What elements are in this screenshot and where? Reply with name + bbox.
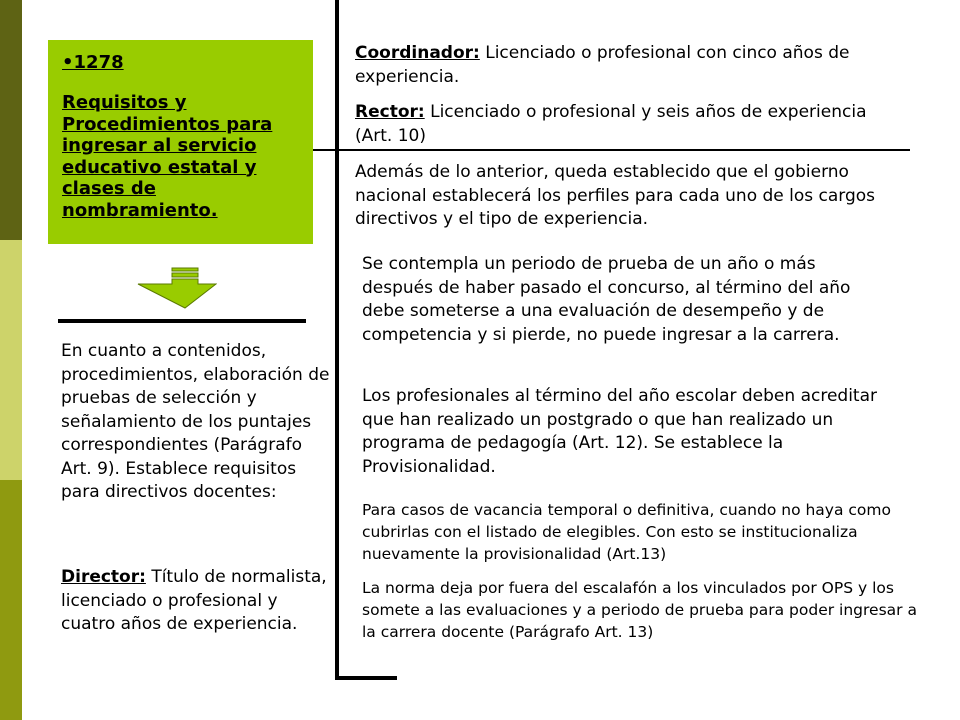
director-label: Director: bbox=[61, 567, 146, 587]
ademas-paragraph: Además de lo anterior, queda establecido que el gobierno nacional establecerá los perfiles para cada uno de los cargos directivos y el tipo de experiencia. bbox=[355, 162, 876, 229]
left-stripe-olive bbox=[0, 480, 22, 720]
left-stripe-light bbox=[0, 240, 22, 480]
rector-paragraph: Rector: Licenciado o profesional y seis años de experiencia (Art. 10) bbox=[355, 102, 867, 146]
law-number: •1278 bbox=[62, 52, 124, 73]
coordinador-paragraph: Coordinador: Licenciado o profesional con cinco años de experiencia. bbox=[355, 43, 850, 87]
director-paragraph: Director: Título de normalista, licenciado o profesional y cuatro años de experiencia. bbox=[61, 567, 327, 634]
coordinador-label: Coordinador: bbox=[355, 43, 480, 63]
vertical-divider bbox=[335, 0, 339, 680]
prueba-paragraph: Se contempla un periodo de prueba de un año o más después de haber pasado el concurso, al término del año debe someterse a una evaluación de desempeño y de competencia y si pierde, no puede ingresar a la carrera. bbox=[362, 254, 851, 345]
left-divider bbox=[58, 319, 306, 323]
down-arrow-icon bbox=[137, 266, 217, 310]
rector-label: Rector: bbox=[355, 102, 425, 122]
norma-paragraph: La norma deja por fuera del escalafón a los vinculados por OPS y los somete a las evaluaciones y a periodo de prueba para poder ingresar a la carrera docente (Parágrafo Art. 13) bbox=[362, 579, 917, 641]
left-stripe-dark bbox=[0, 0, 22, 240]
vertical-divider-foot bbox=[335, 676, 397, 680]
contents-paragraph: En cuanto a contenidos, procedimientos, elaboración de pruebas de selección y señalamiento de los puntajes correspondientes (Parágrafo Art. 9). Establece requisitos para directivos docentes: bbox=[61, 341, 330, 502]
vacancia-paragraph: Para casos de vacancia temporal o definitiva, cuando no haya como cubrirlas con el listado de elegibles. Con esto se institucionaliza nuevamente la provisionalidad (Art.13) bbox=[362, 501, 891, 563]
title-box bbox=[48, 40, 313, 244]
profesionales-paragraph: Los profesionales al término del año escolar deben acreditar que han realizado un postgrado o que han realizado un programa de pedagogía (Art. 12). Se establece la Provisionalidad. bbox=[362, 386, 877, 477]
law-title: Requisitos y Procedimientos para ingresar al servicio educativo estatal y clases de nombramiento. bbox=[62, 92, 273, 221]
